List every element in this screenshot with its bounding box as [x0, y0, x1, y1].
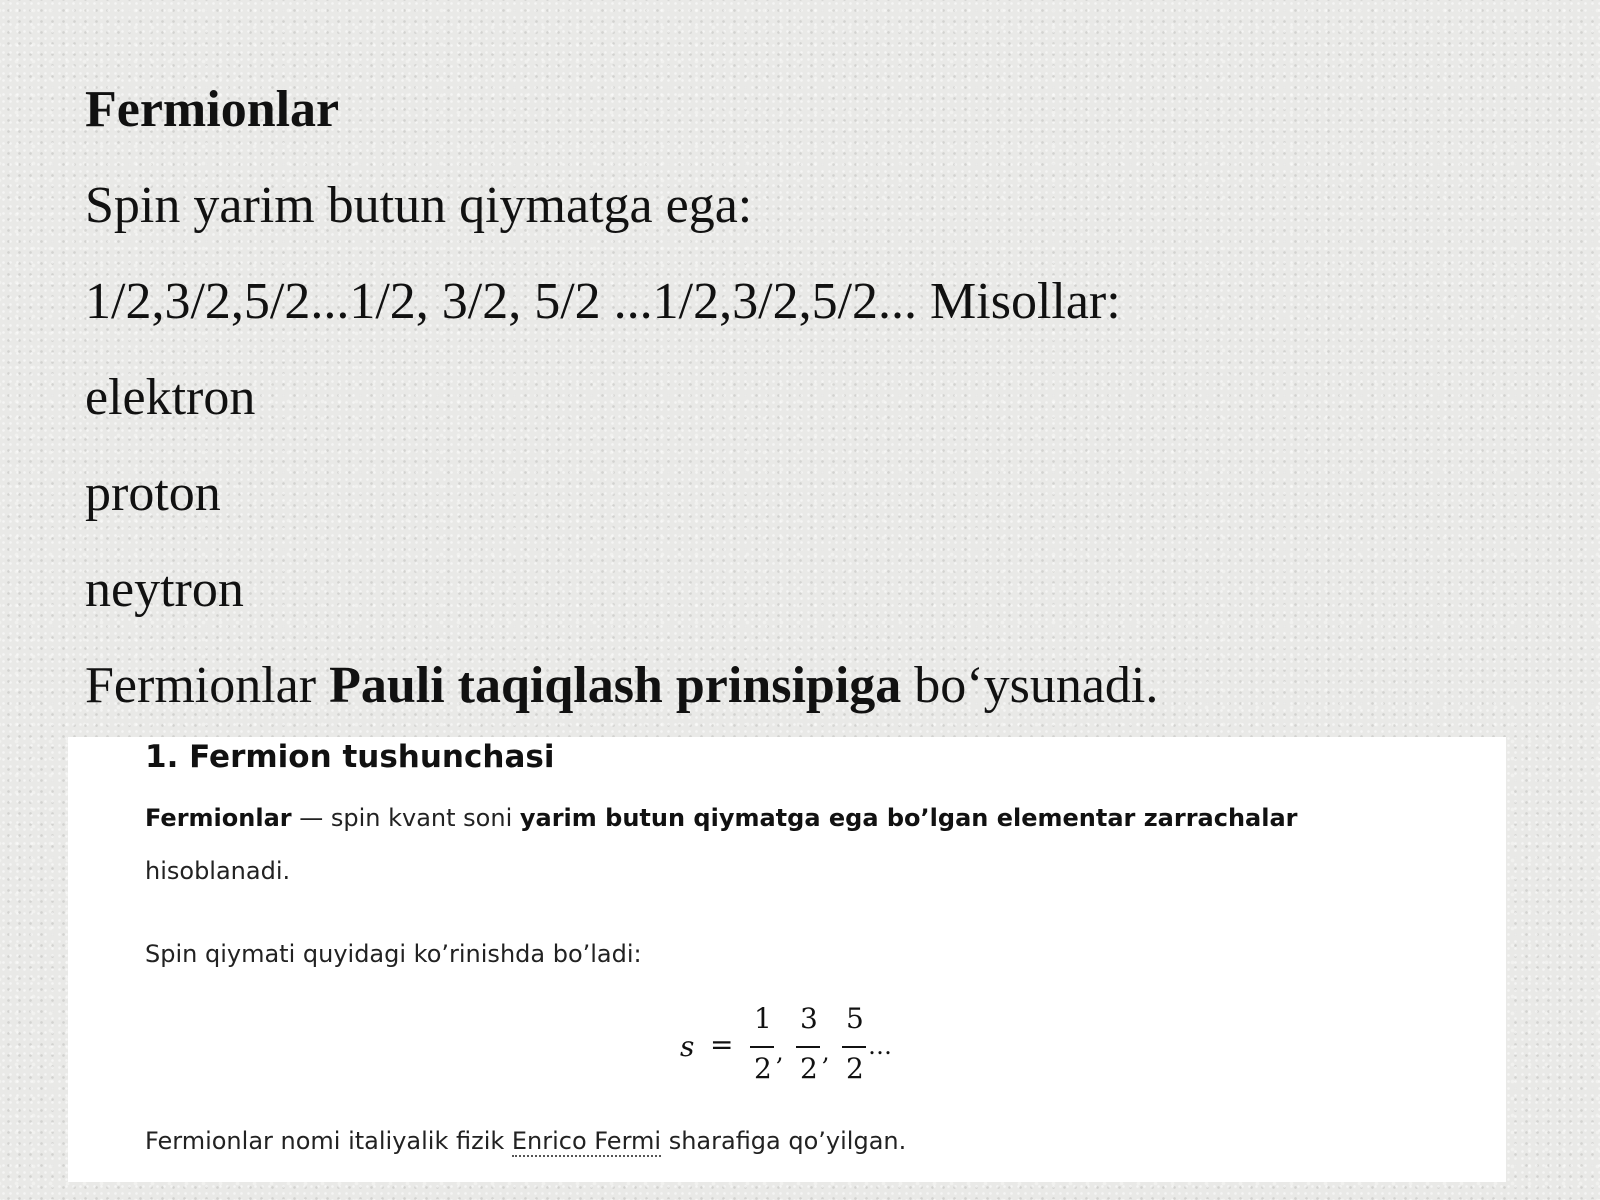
fraction-denominator: 2 [846, 1052, 864, 1085]
fraction-numerator: 5 [846, 1002, 864, 1035]
fraction-bar [842, 1046, 866, 1048]
formula-ellipsis: … [868, 1032, 892, 1060]
fraction-numerator: 1 [754, 1002, 772, 1035]
name-origin-note [145, 1127, 906, 1155]
example-electron: elektron [85, 369, 256, 426]
fraction-one-half [750, 1002, 774, 1092]
definition-paragraph [145, 804, 1298, 832]
fraction-bar [750, 1046, 774, 1048]
fraction-numerator: 3 [800, 1002, 818, 1035]
definition-text: — spin kvant soni [291, 804, 520, 832]
pauli-statement [85, 657, 1159, 714]
definition-emphasis: yarim butun qiymatga ega bo’lgan elementar zarrachalar [519, 804, 1298, 832]
pauli-principle: Pauli taqiqlash prinsipiga [329, 657, 902, 714]
panel-heading: 1. Fermion tushunchasi [145, 739, 555, 775]
spin-intro-text: Spin qiymati quyidagi ko’rinishda bo’ladi: [145, 940, 642, 968]
definition-term: Fermionlar [145, 804, 292, 832]
formula-comma: , [822, 1038, 830, 1066]
fraction-three-halves [796, 1002, 820, 1092]
formula-comma: , [776, 1038, 784, 1066]
fraction-five-halves [842, 1002, 866, 1092]
formula-variable: s [680, 1030, 695, 1063]
spin-statement: Spin yarim butun qiymatga ega: [85, 177, 753, 234]
spin-values-line: 1/2,3/2,5/2...1/2, 3/2, 5/2 ...1/2,3/2,5/2... Misollar: [85, 273, 1121, 330]
example-proton: proton [85, 465, 221, 522]
fraction-bar [796, 1046, 820, 1048]
pauli-suffix: bo‘ysunadi. [901, 657, 1159, 714]
fraction-denominator: 2 [754, 1052, 772, 1085]
fermion-definition-panel [68, 737, 1506, 1182]
slide-title: Fermionlar [85, 81, 340, 138]
formula-equals: = [710, 1028, 734, 1061]
example-neutron: neytron [85, 561, 244, 618]
name-note-suffix: sharafiga qo’yilgan. [661, 1127, 907, 1155]
enrico-fermi-link[interactable]: Enrico Fermi [511, 1127, 662, 1155]
name-note-prefix: Fermionlar nomi italiyalik fizik [145, 1127, 512, 1155]
pauli-prefix: Fermionlar [85, 657, 330, 714]
definition-continuation: hisoblanadi. [145, 857, 291, 885]
fraction-denominator: 2 [800, 1052, 818, 1085]
